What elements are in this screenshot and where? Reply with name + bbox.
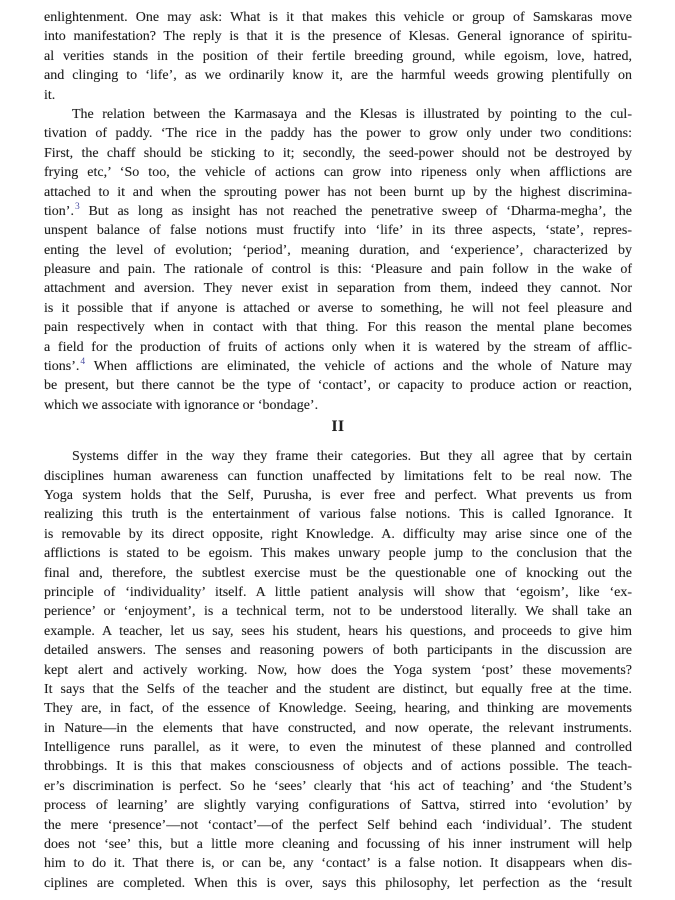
- text-line: throbbings. It is this that makes consciousness of objects and of actions possible. The teach-: [44, 759, 632, 775]
- text-line: unspent balance of false notions must fructify into ‘life’ in its three aspects, ‘state’, repres-: [44, 223, 632, 239]
- text-line: kept alert and actively working. Now, how does the Yoga system ‘post’ these movements?: [44, 662, 632, 678]
- footnote-reference[interactable]: 4: [80, 357, 86, 368]
- text-line: in Nature—in the elements that have constructed, and now operate, the relevant instruments.: [44, 720, 632, 736]
- text-line: Yoga system holds that the Self, Purusha, is ever free and perfect. What prevents us from: [44, 487, 632, 503]
- paragraph: [44, 105, 632, 415]
- text-line: pleasure and pain. The rationale of control is this: ‘Pleasure and pain follow in the wake of: [44, 262, 632, 278]
- text-line: perience’ or ‘enjoyment’, is a technical term, not to be understood literally. We shall take an: [44, 604, 632, 620]
- text-line: attached to it and when the sprouting power has not been burnt up by the highest discrimina-: [44, 184, 632, 200]
- paragraph: [44, 447, 632, 893]
- text-line: tivation of paddy. ‘The rice in the paddy has the power to grow only under two conditions:: [44, 126, 632, 142]
- text-line: be present, but there cannot be the type of ‘contact’, or capacity to produce action or reaction,: [44, 378, 632, 394]
- text-line: tion’.$^3$ But as long as insight has not reached the penetrative sweep of ‘Dharma-megha’, the: [44, 201, 632, 219]
- text-line: detailed answers. The senses and reasoning powers of both participants in the discussion are: [44, 643, 632, 659]
- text-line: attachment and aversion. They never exist in separation from them, indeed they cannot. Nor: [44, 281, 632, 297]
- text-line: is it possible that if anyone is attached or averse to something, he will not feel pleasure and: [44, 300, 632, 316]
- text-line: First, the chaff should be sticking to it; secondly, the seed-power should not be destroyed by: [44, 145, 632, 161]
- text-line: does not ‘see’ this, but a little more cleaning and focussing of his inner instrument will help: [44, 837, 632, 853]
- page-text: [44, 8, 632, 893]
- text-line: Systems differ in the way they frame their categories. But they all agree that by certain: [72, 449, 632, 465]
- text-line: it.: [44, 87, 56, 103]
- text-line: a field for the production of fruits of actions only when it is watered by the stream of afflic-: [44, 339, 632, 355]
- text-line: tions’.$^4$ When afflictions are eliminated, the vehicle of actions and the whole of Nature may: [44, 357, 632, 375]
- text-line: Intelligence runs parallel, as it were, to even the minutest of these planned and controlled: [44, 740, 632, 756]
- text-line: The relation between the Karmasaya and the Klesas is illustrated by pointing to the cul-: [72, 106, 632, 122]
- text-line: final and, therefore, the subtlest exercise must be the questionable one of knocking out the: [44, 565, 632, 581]
- text-line: ciplines are completed. When this is over, says this philosophy, let perfection as the ‘result: [44, 875, 632, 891]
- text-line: al verities stands in the position of their fertile breeding ground, while egoism, love, hatred,: [44, 48, 632, 64]
- text-line: enlightenment. One may ask: What is it that makes this vehicle or group of Samskaras move: [44, 10, 632, 25]
- text-line: the mere ‘presence’—not ‘contact’—of the perfect Self behind each ‘individual’. The student: [44, 817, 632, 833]
- paragraph: [44, 8, 632, 105]
- text-line: realizing this truth is the entertainment of various false notions. This is called Ignorance. It: [44, 507, 632, 523]
- text-line: disciplines human awareness can function unaffected by limitations felt to be real now. The: [44, 468, 632, 484]
- text-line: and clinging to ‘life’, as we ordinarily know it, are the harmful weeds growing plentifully on: [44, 68, 632, 84]
- text-line: him to do it. That there is, or can be, any ‘contact’ is a false notion. It disappears when dis-: [44, 856, 632, 872]
- text-line: into manifestation? The reply is that it is the presence of Klesas. General ignorance of spiritu-: [44, 29, 632, 45]
- text-line: frying etc,’ ‘So too, the vehicle of actions can grow into ripeness only when afflictions are: [44, 165, 632, 181]
- text-line: pain respectively when in contact with that thing. For this reason the mental plane becomes: [44, 320, 632, 336]
- text-line: process of learning’ are slightly varying configurations of Sattva, stirred into ‘evolution’ by: [44, 798, 632, 814]
- text-line: enting the level of evolution; ‘period’, meaning duration, and ‘experience’, characterized by: [44, 242, 632, 258]
- text-line: example. A teacher, let us say, sees his student, hears his questions, and proceeds to give him: [44, 623, 632, 639]
- text-line: It says that the Selfs of the teacher and the student are distinct, but equally free at the time.: [44, 681, 632, 697]
- section-heading: II: [331, 418, 345, 436]
- text-line: er’s discrimination is perfect. So he ‘sees’ clearly that ‘his act of teaching’ and ‘the Student’s: [44, 778, 632, 794]
- text-line: is removable by its direct opposite, right Knowledge. A. difficulty may arise since one of the: [44, 526, 632, 542]
- text-line: They are, in fact, of the essence of Knowledge. Seeing, hearing, and thinking are movements: [44, 701, 632, 717]
- text-line: afflictions is stated to be egoism. This makes unwary people jump to the conclusion that the: [44, 546, 632, 562]
- text-line: which we associate with ignorance or ‘bondage’.: [44, 397, 319, 413]
- footnote-reference[interactable]: 3: [74, 201, 80, 212]
- text-line: principle of ‘individuality’ itself. A little patient analysis will show that ‘egoism’, like ‘ex-: [44, 584, 632, 600]
